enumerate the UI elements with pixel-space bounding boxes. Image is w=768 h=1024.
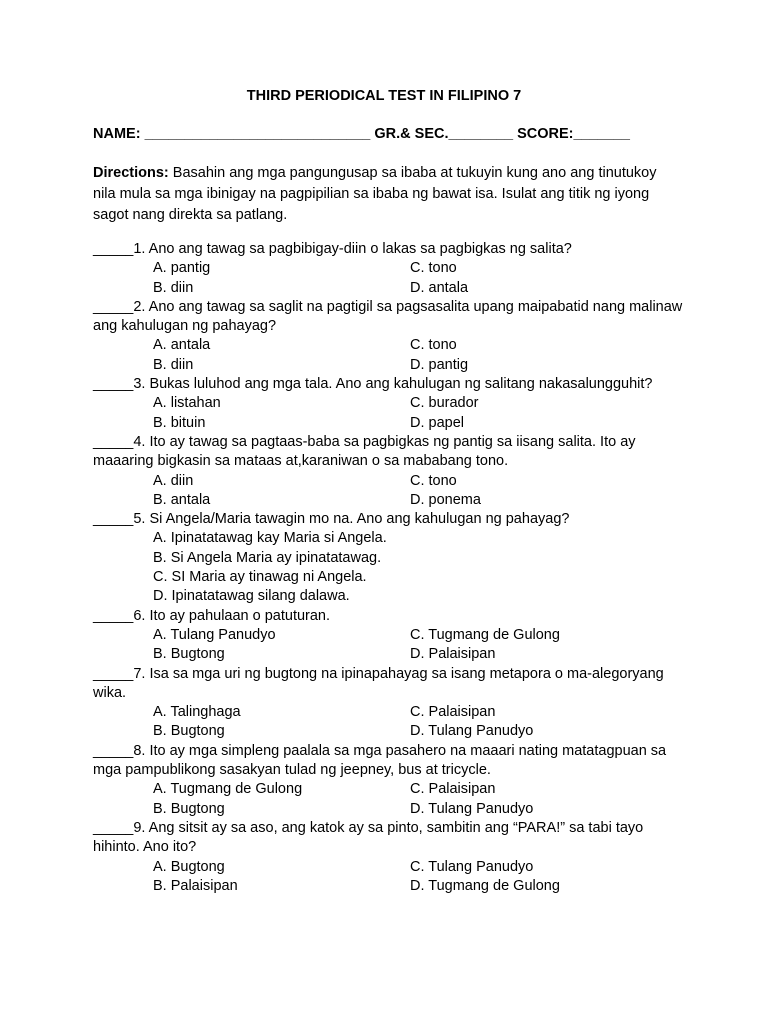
- answer-option: A. pantig: [153, 260, 211, 277]
- question-item: [93, 742, 683, 819]
- answer-option: B. bituin: [153, 414, 206, 431]
- answer-option: A. Talinghaga: [153, 704, 241, 721]
- question-item: [93, 298, 683, 375]
- answer-options: [153, 336, 683, 375]
- answer-option: C. burador: [410, 395, 479, 412]
- name-blank: ____________________________: [144, 126, 371, 142]
- question-stem: _____6. Ito ay pahulaan o patuturan.: [93, 607, 331, 624]
- question-item: [93, 510, 683, 606]
- answer-option: D. Tulang Panudyo: [410, 723, 534, 740]
- answer-option: D. antala: [410, 279, 469, 296]
- answer-options: [153, 858, 683, 897]
- answer-option: D. ponema: [410, 491, 481, 508]
- answer-option: B. Bugtong: [153, 646, 225, 663]
- question-item: [93, 819, 683, 896]
- answer-option: A. diin: [153, 472, 194, 489]
- question-item: [93, 433, 683, 510]
- answer-options: [153, 529, 683, 606]
- answer-option: C. Palaisipan: [410, 704, 496, 721]
- question-stem: _____8. Ito ay mga simpleng paalala sa mga pasahero na maaari nating matatagpuan sa mga pampublikong sasakyan tulad ng jeepney, bus at tricycle.: [93, 742, 667, 779]
- directions-text: Basahin ang mga pangungusap sa ibaba at tukuyin kung ano ang tinutukoy nila mula sa mga ibinigay na pagpipilian sa ibaba ng bawat isa. Isulat ang titik ng iyong sagot nang direkta sa patlang.: [93, 165, 657, 223]
- test-title: THIRD PERIODICAL TEST IN FILIPINO 7: [246, 88, 522, 104]
- answer-options: [153, 626, 683, 665]
- question-list: [93, 240, 683, 896]
- answer-option: B. Palaisipan: [153, 877, 238, 894]
- answer-option: C. Tulang Panudyo: [410, 858, 534, 875]
- question-stem: _____1. Ano ang tawag sa pagbibigay-diin o lakas sa pagbigkas ng salita?: [93, 241, 572, 257]
- answer-option: D. pantig: [410, 356, 469, 373]
- answer-option: A. listahan: [153, 395, 221, 412]
- directions-label: Directions:: [93, 165, 169, 181]
- question-stem: _____9. Ang sitsit ay sa aso, ang katok ay sa pinto, sambitin ang “PARA!” sa tabi tayo hihinto. Ano ito?: [93, 819, 644, 856]
- question-item: [93, 375, 683, 433]
- answer-option: B. Bugtong: [153, 800, 225, 817]
- question-stem: _____4. Ito ay tawag sa pagtaas-baba sa pagbigkas ng pantig sa iisang salita. Ito ay maaaring bigkasin sa mataas at,karaniwan o sa mababang tono.: [93, 433, 636, 470]
- directions-paragraph: [93, 163, 683, 226]
- question-stem: _____3. Bukas luluhod ang mga tala. Ano ang kahulugan ng salitang nakasalungguhit?: [93, 376, 653, 393]
- answer-option: B. Bugtong: [153, 723, 225, 740]
- answer-option: A. Tulang Panudyo: [153, 626, 276, 643]
- question-item: [93, 665, 683, 742]
- answer-option: C. tono: [410, 337, 457, 354]
- question-item: [93, 607, 683, 665]
- student-info-line: [93, 125, 630, 143]
- answer-option: D. Palaisipan: [410, 646, 496, 663]
- answer-option: B. antala: [153, 491, 211, 508]
- question-stem: _____2. Ano ang tawag sa saglit na pagtigil sa pagsasalita upang maipabatid nang malinaw ang kahulugan ng pahayag?: [93, 298, 683, 335]
- answer-option: C. SI Maria ay tinawag ni Angela.: [153, 569, 367, 586]
- answer-option: A. antala: [153, 337, 211, 354]
- answer-option: C. Tugmang de Gulong: [410, 626, 560, 643]
- answer-option: D. Ipinatatawag silang dalawa.: [153, 588, 350, 605]
- answer-option: D. Tugmang de Gulong: [410, 877, 560, 894]
- answer-option: D. papel: [410, 414, 465, 431]
- answer-options: [153, 780, 683, 819]
- answer-option: C. tono: [410, 260, 457, 277]
- answer-options: [153, 472, 683, 511]
- score-field: SCORE:_______: [517, 126, 630, 142]
- question-stem: _____5. Si Angela/Maria tawagin mo na. Ano ang kahulugan ng pahayag?: [93, 511, 570, 528]
- answer-option: D. Tulang Panudyo: [410, 800, 534, 817]
- answer-options: [153, 394, 683, 433]
- answer-options: [153, 703, 683, 742]
- answer-options: [153, 259, 683, 298]
- question-item: [93, 240, 683, 298]
- answer-option: B. Si Angela Maria ay ipinatatawag.: [153, 549, 382, 566]
- name-label: NAME:: [93, 126, 141, 142]
- answer-option: A. Tugmang de Gulong: [153, 781, 303, 798]
- answer-option: A. Ipinatatawag kay Maria si Angela.: [153, 530, 387, 547]
- answer-option: C. tono: [410, 472, 457, 489]
- answer-option: B. diin: [153, 356, 194, 373]
- grade-section-field: GR.& SEC.________: [374, 126, 514, 142]
- answer-option: A. Bugtong: [153, 858, 225, 875]
- question-stem: _____7. Isa sa mga uri ng bugtong na ipinapahayag sa isang metapora o ma-alegoryang wika.: [93, 665, 664, 701]
- answer-option: B. diin: [153, 279, 194, 296]
- answer-option: C. Palaisipan: [410, 781, 496, 798]
